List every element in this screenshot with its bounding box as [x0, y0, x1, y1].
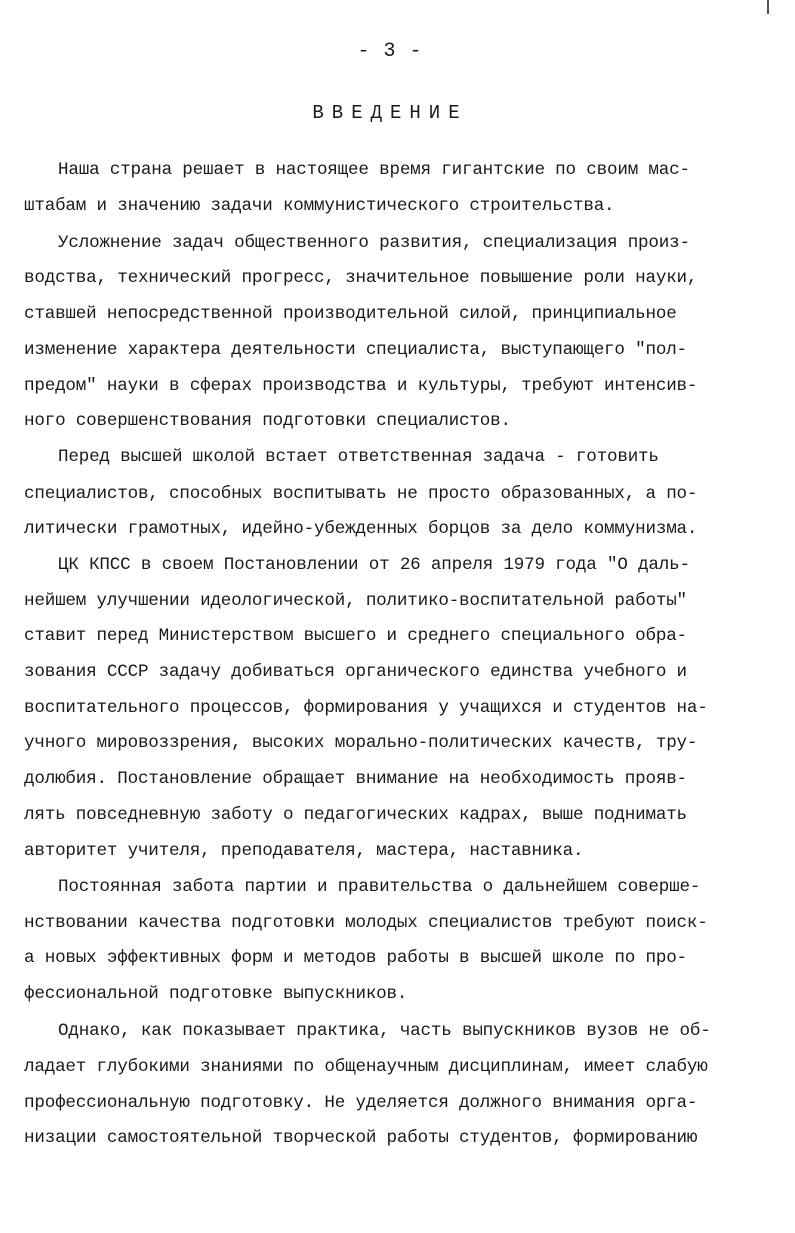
page-number: - 3 -: [357, 40, 423, 63]
text-line: учного мировоззрения, высоких морально-политических качеств, тру-: [24, 733, 698, 753]
text-line: предом" науки в сферах производства и культуры, требуют интенсив-: [24, 376, 698, 396]
text-line: Перед высшей школой встает ответственная задача - готовить: [58, 447, 659, 467]
text-line: зования СССР задачу добиваться органического единства учебного и: [24, 662, 687, 682]
text-line: Усложнение задач общественного развития, специализация произ-: [58, 233, 690, 253]
text-line: фессиональной подготовке выпускников.: [24, 984, 408, 1004]
text-line: ставит перед Министерством высшего и среднего специального обра-: [24, 626, 687, 646]
text-line: воспитательного процессов, формирования у учащихся и студентов на-: [24, 698, 708, 718]
text-line: низации самостоятельной творческой работы студентов, формированию: [24, 1128, 698, 1148]
text-line: авторитет учителя, преподавателя, мастера, наставника.: [24, 841, 584, 861]
text-line: Однако, как показывает практика, часть выпускников вузов не об-: [58, 1021, 711, 1041]
text-line: а новых эффективных форм и методов работы в высшей школе по про-: [24, 948, 687, 968]
text-line: штабам и значению задачи коммунистического строительства.: [24, 196, 615, 216]
page-heading: ВВЕДЕНИЕ: [312, 102, 468, 124]
text-line: ставшей непосредственной производительной силой, принципиальное: [24, 304, 677, 324]
text-line: Постоянная забота партии и правительства о дальнейшем соверше-: [58, 877, 701, 897]
text-line: профессиональную подготовку. Не уделяется должного внимания орга-: [24, 1093, 698, 1113]
text-line: ЦК КПСС в своем Постановлении от 26 апреля 1979 года "О даль-: [58, 555, 690, 575]
scan-corner-mark: [767, 0, 769, 14]
text-line: изменение характера деятельности специалиста, выступающего "пол-: [24, 340, 687, 360]
text-line: ладает глубокими знаниями по общенаучным дисциплинам, имеет слабую: [24, 1057, 708, 1077]
text-line: лять повседневную заботу о педагогических кадрах, выше поднимать: [24, 805, 687, 825]
text-line: специалистов, способных воспитывать не просто образованных, а по-: [24, 484, 698, 504]
text-line: долюбия. Постановление обращает внимание на необходимость прояв-: [24, 769, 687, 789]
text-line: нейшем улучшении идеологической, политико-воспитательной работы": [24, 591, 687, 611]
text-line: ного совершенствования подготовки специалистов.: [24, 411, 511, 431]
text-line: нствовании качества подготовки молодых специалистов требуют поиск-: [24, 913, 708, 933]
text-line: Наша страна решает в настоящее время гигантские по своим мас-: [58, 160, 690, 180]
text-line: литически грамотных, идейно-убежденных борцов за дело коммунизма.: [24, 519, 698, 539]
text-line: водства, технический прогресс, значительное повышение роли науки,: [24, 268, 698, 288]
